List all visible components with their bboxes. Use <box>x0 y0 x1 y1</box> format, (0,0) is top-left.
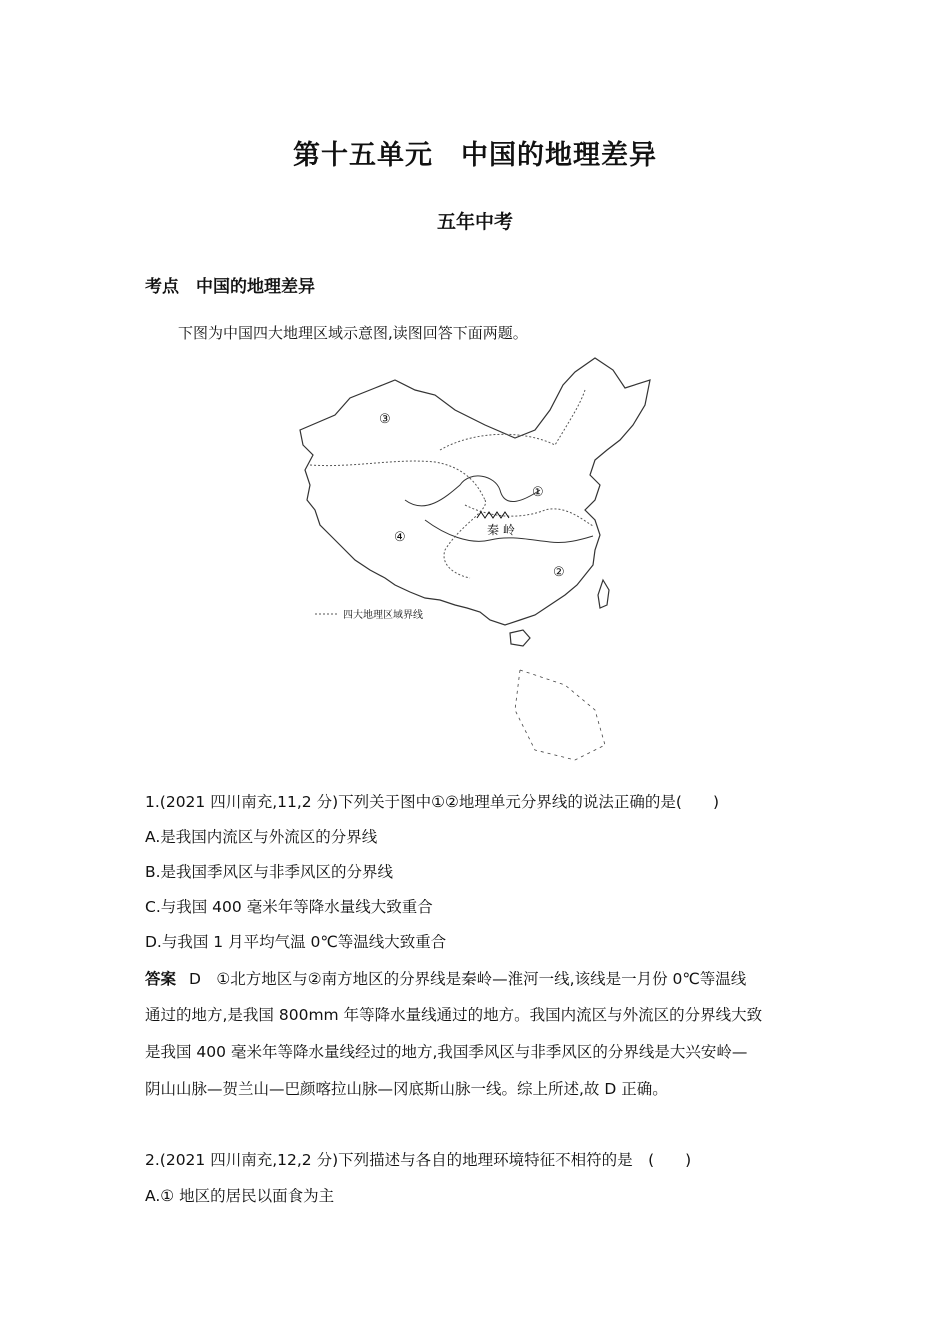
china-regions-map <box>295 350 665 765</box>
q1-option-b: B.是我国季风区与非季风区的分界线 <box>145 863 394 881</box>
region-3-label: ③ <box>379 412 391 427</box>
qinling-label: 秦 岭 <box>487 523 515 537</box>
q1-answer-line-2: 通过的地方,是我国 800mm 年等降水量线通过的地方。我国内流区与外流区的分界线大致 <box>145 1006 763 1024</box>
hainan-island <box>510 630 530 646</box>
unit-title: 第十五单元 中国的地理差异 <box>293 140 657 171</box>
china-outline <box>300 358 650 625</box>
q1-option-a: A.是我国内流区与外流区的分界线 <box>145 828 378 846</box>
region-2-label: ② <box>553 565 565 580</box>
q1-option-d: D.与我国 1 月平均气温 0℃等温线大致重合 <box>145 933 447 951</box>
q1-option-c: C.与我国 400 毫米年等降水量线大致重合 <box>145 898 433 916</box>
q1-answer-line-3: 是我国 400 毫米年等降水量线经过的地方,我国季风区与非季风区的分界线是大兴安岭— <box>145 1043 748 1061</box>
q1-stem: 1.(2021 四川南充,11,2 分)下列关于图中①②地理单元分界线的说法正确的是( ) <box>145 793 720 811</box>
region-1-label: ① <box>532 485 544 500</box>
taiwan-island <box>598 580 609 608</box>
qinling-mountain-symbol <box>477 512 509 518</box>
q2-option-a: A.① 地区的居民以面食为主 <box>145 1187 335 1205</box>
legend-text: 四大地理区域界线 <box>343 610 423 621</box>
answer-label: 答案 <box>145 970 177 988</box>
answer-text-1: D ①北方地区与②南方地区的分界线是秦岭—淮河一线,该线是一月份 0℃等温线 <box>188 970 747 988</box>
q1-answer-line-4: 阴山山脉—贺兰山—巴颜喀拉山脉—冈底斯山脉一线。综上所述,故 D 正确。 <box>145 1080 668 1098</box>
section-heading: 考点 中国的地理差异 <box>145 277 315 297</box>
region-4-label: ④ <box>394 530 406 545</box>
q1-answer-line-1 <box>145 967 746 989</box>
q2-stem: 2.(2021 四川南充,12,2 分)下列描述与各自的地理环境特征不相符的是 ( ) <box>145 1151 692 1169</box>
intro-text: 下图为中国四大地理区域示意图,读图回答下面两题。 <box>178 324 528 342</box>
subtitle: 五年中考 <box>436 211 513 233</box>
